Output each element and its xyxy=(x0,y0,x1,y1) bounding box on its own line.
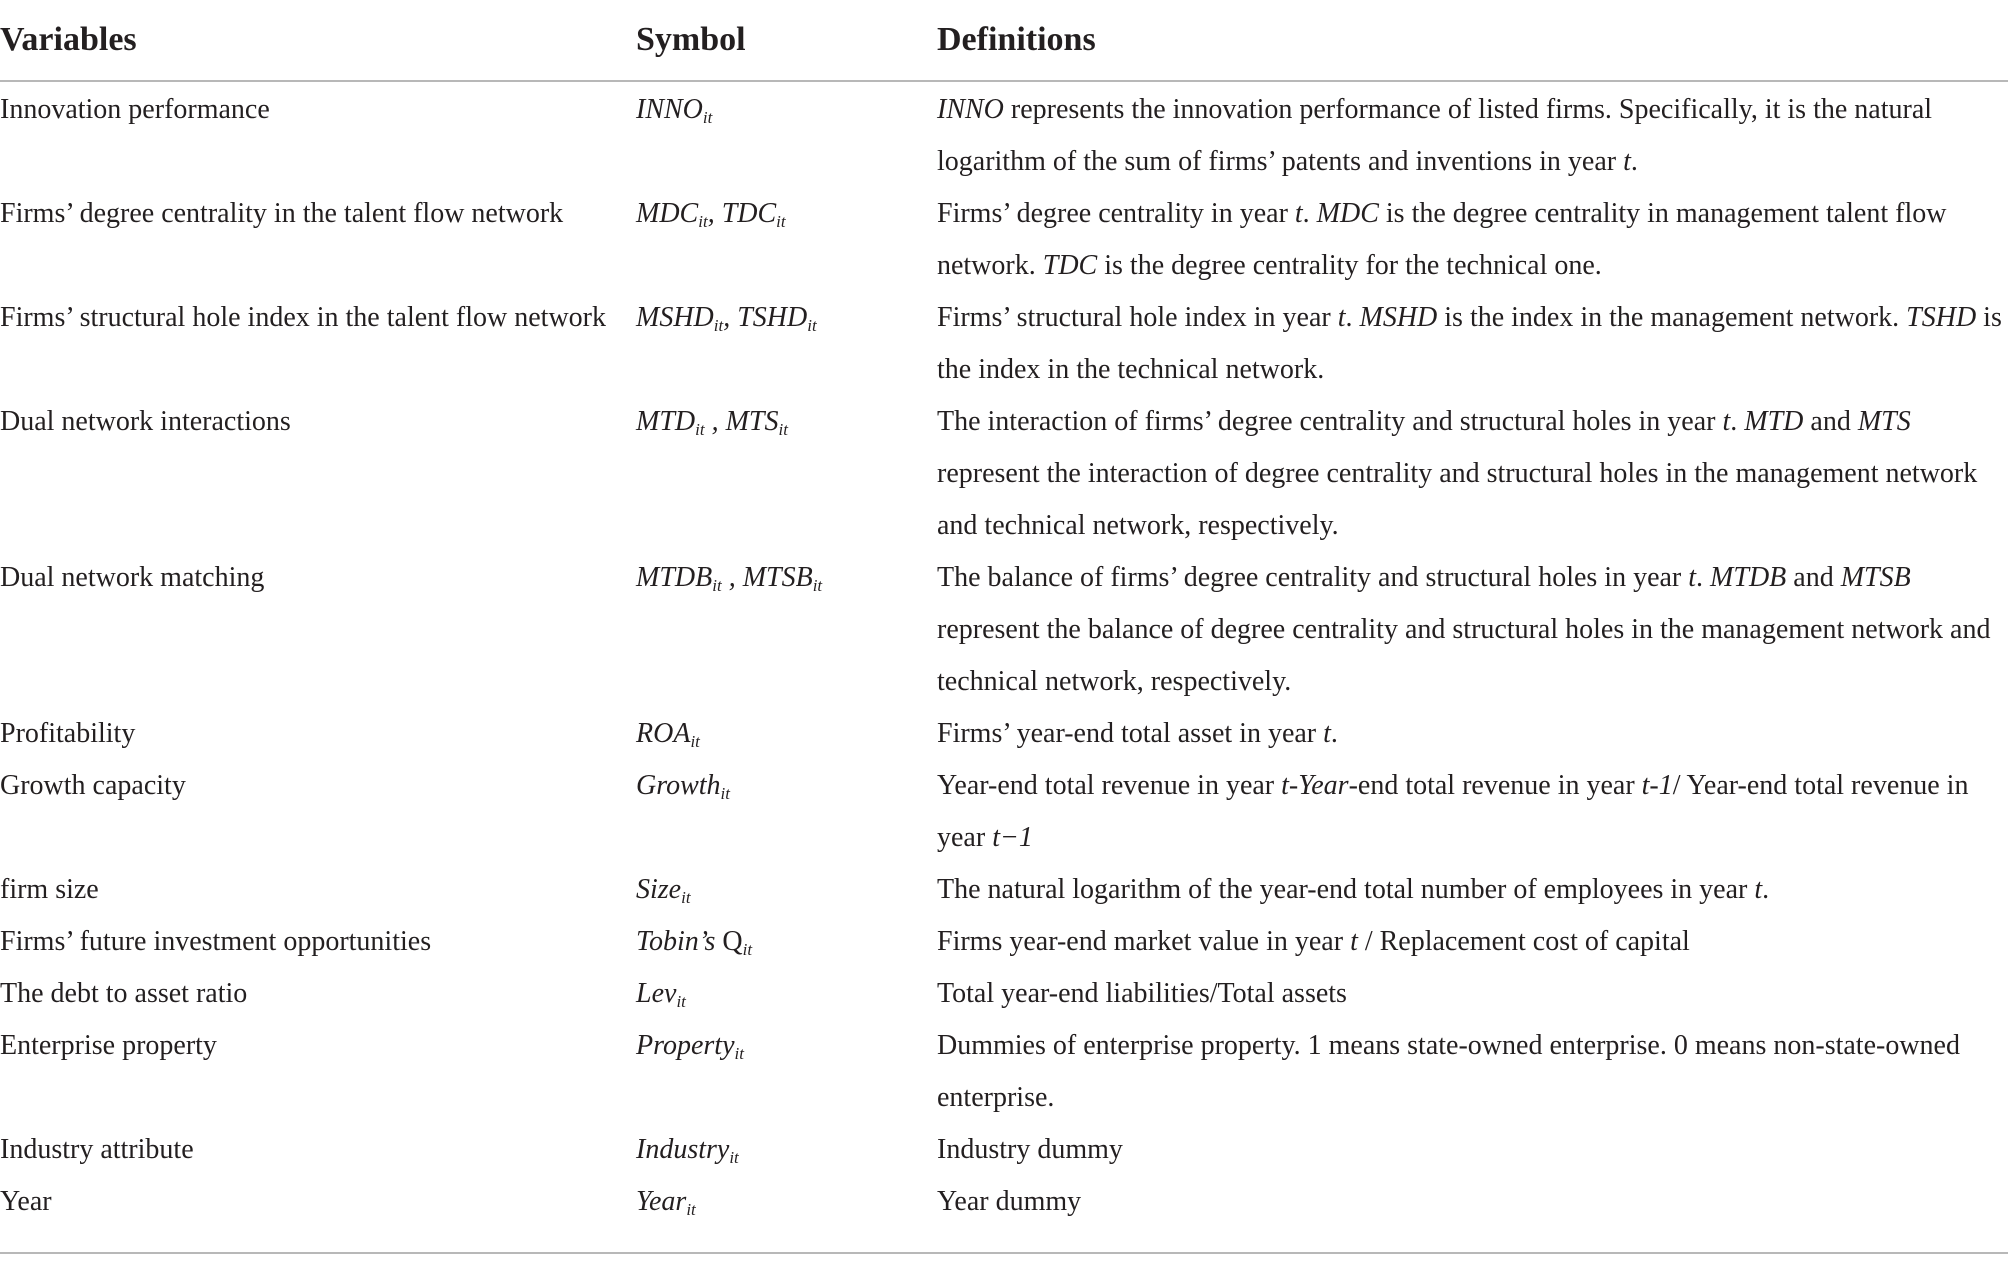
table-row xyxy=(0,760,2008,864)
definition-segment: INNO xyxy=(937,94,1004,125)
header-definitions: Definitions xyxy=(937,0,2008,81)
variable-cell: Year xyxy=(0,1176,636,1253)
symbol-cell xyxy=(636,81,937,188)
definition-segment: represent the interaction of degree centrality and structural holes in the management network and technical network, respectively. xyxy=(937,458,1978,541)
definition-segment: t xyxy=(1350,926,1358,957)
definition-segment: . xyxy=(1330,718,1338,749)
definition-segment: Total year-end liabilities/Total assets xyxy=(937,978,1347,1009)
symbol-segment: it xyxy=(676,992,686,1011)
definition-segment: MTDB xyxy=(1710,562,1787,593)
definition-segment: / Replacement cost of capital xyxy=(1357,926,1690,957)
definition-cell xyxy=(937,292,2008,396)
table-row xyxy=(0,1124,2008,1176)
symbol-segment: it xyxy=(695,420,705,439)
symbol-segment: Lev xyxy=(636,978,677,1009)
definition-cell xyxy=(937,188,2008,292)
definition-segment: and xyxy=(1803,406,1858,437)
symbol-segment: ROA xyxy=(636,718,691,749)
definition-segment: Firms’ structural hole index in year xyxy=(937,302,1338,333)
definition-segment: t xyxy=(1754,874,1763,905)
definition-segment: Year-end total revenue in year xyxy=(937,770,1282,801)
symbol-segment: it xyxy=(713,316,724,335)
definition-segment: t−1 xyxy=(992,822,1033,853)
symbol-segment: Growth xyxy=(636,770,721,801)
definition-segment: t-1 xyxy=(1641,770,1673,801)
symbol-segment: , MTS xyxy=(704,406,779,437)
definition-segment: is the index in the technical network. xyxy=(937,302,2002,385)
symbol-segment: it xyxy=(776,212,786,231)
definition-segment: t xyxy=(1337,302,1346,333)
definition-segment: MTD xyxy=(1744,406,1804,437)
symbol-segment: it xyxy=(812,576,823,595)
definition-segment: . xyxy=(1630,146,1638,177)
definition-segment: . xyxy=(1302,198,1317,229)
variable-cell: Industry attribute xyxy=(0,1134,194,1165)
table-row xyxy=(0,1020,2008,1124)
symbol-segment: Industry xyxy=(636,1134,730,1165)
table-row xyxy=(0,81,2008,188)
header-variables: Variables xyxy=(0,0,636,81)
symbol-segment: MTDB xyxy=(636,562,713,593)
definition-segment: TSHD xyxy=(1906,302,1977,333)
symbol-segment: Property xyxy=(636,1030,735,1061)
symbol-cell xyxy=(636,292,937,396)
definition-segment: . xyxy=(1762,874,1770,905)
definition-segment: MTS xyxy=(1857,406,1911,437)
symbol-segment: , TSHD xyxy=(723,302,808,333)
variable-cell: Innovation performance xyxy=(0,94,270,125)
symbol-cell xyxy=(636,188,937,292)
definition-segment: The interaction of firms’ degree centrality and structural holes in year xyxy=(937,406,1723,437)
variable-cell: Growth capacity xyxy=(0,770,186,801)
symbol-segment: MDC xyxy=(636,198,699,229)
definition-segment: t xyxy=(1623,146,1631,177)
definition-segment: t xyxy=(1722,406,1731,437)
definition-cell xyxy=(937,1176,2008,1253)
definition-segment: Industry dummy xyxy=(937,1134,1123,1165)
table-header xyxy=(0,0,2008,81)
symbol-segment: Year xyxy=(636,1186,687,1217)
symbol-cell xyxy=(636,552,937,708)
symbol-segment: it xyxy=(690,732,700,751)
definition-cell xyxy=(937,1124,2008,1176)
definition-segment: Firms’ year-end total asset in year xyxy=(937,718,1324,749)
symbol-segment: it xyxy=(702,108,713,127)
symbol-segment: INNO xyxy=(636,94,703,125)
definition-segment: -end total revenue in year xyxy=(1348,770,1642,801)
table-row xyxy=(0,1176,2008,1253)
definition-segment: Firms year-end market value in year xyxy=(937,926,1351,957)
symbol-cell xyxy=(636,968,937,1020)
definition-segment: and xyxy=(1786,562,1841,593)
definition-segment: Year dummy xyxy=(937,1186,1082,1217)
definition-segment: / Year-end total revenue in year xyxy=(937,770,1969,853)
symbol-segment: MSHD xyxy=(636,302,714,333)
definition-cell xyxy=(937,968,2008,1020)
symbol-segment: it xyxy=(778,420,788,439)
symbol-segment: it xyxy=(686,1200,696,1219)
table-body xyxy=(0,81,2008,1253)
definition-segment: MDC xyxy=(1316,198,1379,229)
definition-cell xyxy=(937,1020,2008,1124)
variable-cell: Dual network matching xyxy=(0,562,265,593)
definition-segment: MTSB xyxy=(1840,562,1911,593)
variable-cell: firm size xyxy=(0,874,99,905)
symbol-cell xyxy=(636,760,937,864)
definition-segment: . xyxy=(1345,302,1360,333)
definition-cell xyxy=(937,760,2008,864)
table-row xyxy=(0,292,2008,396)
variable-cell: Firms’ future investment opportunities xyxy=(0,926,432,957)
symbol-segment: it xyxy=(698,212,708,231)
variable-cell: Dual network interactions xyxy=(0,406,291,437)
definition-segment: Firms’ degree centrality in year xyxy=(937,198,1295,229)
definition-segment: represent the balance of degree centrality and structural holes in the management network and technical network, respectively. xyxy=(937,614,1991,697)
table-row xyxy=(0,396,2008,552)
definition-segment: t xyxy=(1323,718,1331,749)
definition-segment: t-Year xyxy=(1281,770,1349,801)
definition-cell xyxy=(937,81,2008,188)
table-row xyxy=(0,188,2008,292)
header-row xyxy=(0,0,2008,81)
symbol-cell xyxy=(636,1020,937,1124)
symbol-cell xyxy=(636,396,937,552)
definition-segment: is the index in the management network. xyxy=(1437,302,1907,333)
symbol-segment: it xyxy=(720,784,730,803)
definition-segment: is the degree centrality in management talent flow network. xyxy=(937,198,1947,281)
variable-cell: Profitability xyxy=(0,718,136,749)
table-row xyxy=(0,968,2008,1020)
symbol-segment: , MTSB xyxy=(721,562,813,593)
symbol-segment: it xyxy=(729,1148,739,1167)
symbol-segment: MTD xyxy=(636,406,696,437)
definition-segment: t xyxy=(1688,562,1697,593)
symbol-cell xyxy=(636,864,937,916)
symbol-segment: it xyxy=(807,316,817,335)
symbol-cell xyxy=(636,708,937,760)
definition-cell xyxy=(937,552,2008,708)
symbol-segment: it xyxy=(681,888,691,907)
definition-segment: MSHD xyxy=(1359,302,1438,333)
symbol-segment: it xyxy=(734,1044,744,1063)
symbol-segment: Tobin’s xyxy=(636,926,723,957)
definition-segment: represents the innovation performance of listed firms. Specifically, it is the natural logarithm of the sum of firms’ patents and inventions in year xyxy=(937,94,1933,177)
variable-cell: The debt to asset ratio xyxy=(0,978,248,1009)
variable-cell: Enterprise property xyxy=(0,1030,217,1061)
definition-segment: TDC xyxy=(1042,250,1098,281)
symbol-segment: Q xyxy=(722,926,743,957)
definition-segment: t xyxy=(1294,198,1303,229)
definition-cell xyxy=(937,916,2008,968)
definition-segment: is the degree centrality for the technical one. xyxy=(1097,250,1602,281)
symbol-cell xyxy=(636,916,937,968)
symbol-segment: it xyxy=(712,576,722,595)
table-row xyxy=(0,916,2008,968)
symbol-segment: it xyxy=(742,940,753,959)
definition-segment: Dummies of enterprise property. 1 means state-owned enterprise. 0 means non-state-owned enterprise. xyxy=(937,1030,1960,1113)
definition-segment: The balance of firms’ degree centrality and structural holes in year xyxy=(937,562,1689,593)
definition-segment: . xyxy=(1730,406,1745,437)
variable-cell: Firms’ structural hole index in the talent flow network xyxy=(0,302,607,333)
variable-cell: Firms’ degree centrality in the talent flow network xyxy=(0,198,564,229)
definition-segment: . xyxy=(1696,562,1711,593)
definition-cell xyxy=(937,864,2008,916)
symbol-cell xyxy=(636,1124,937,1176)
symbol-cell xyxy=(636,1176,937,1253)
definition-cell xyxy=(937,396,2008,552)
definition-segment: The natural logarithm of the year-end total number of employees in year xyxy=(937,874,1755,905)
symbol-segment: Size xyxy=(636,874,682,905)
definition-cell xyxy=(937,708,2008,760)
table-row xyxy=(0,708,2008,760)
table-row xyxy=(0,864,2008,916)
table-row xyxy=(0,552,2008,708)
header-symbol: Symbol xyxy=(636,0,937,81)
symbol-segment: , TDC xyxy=(707,198,777,229)
